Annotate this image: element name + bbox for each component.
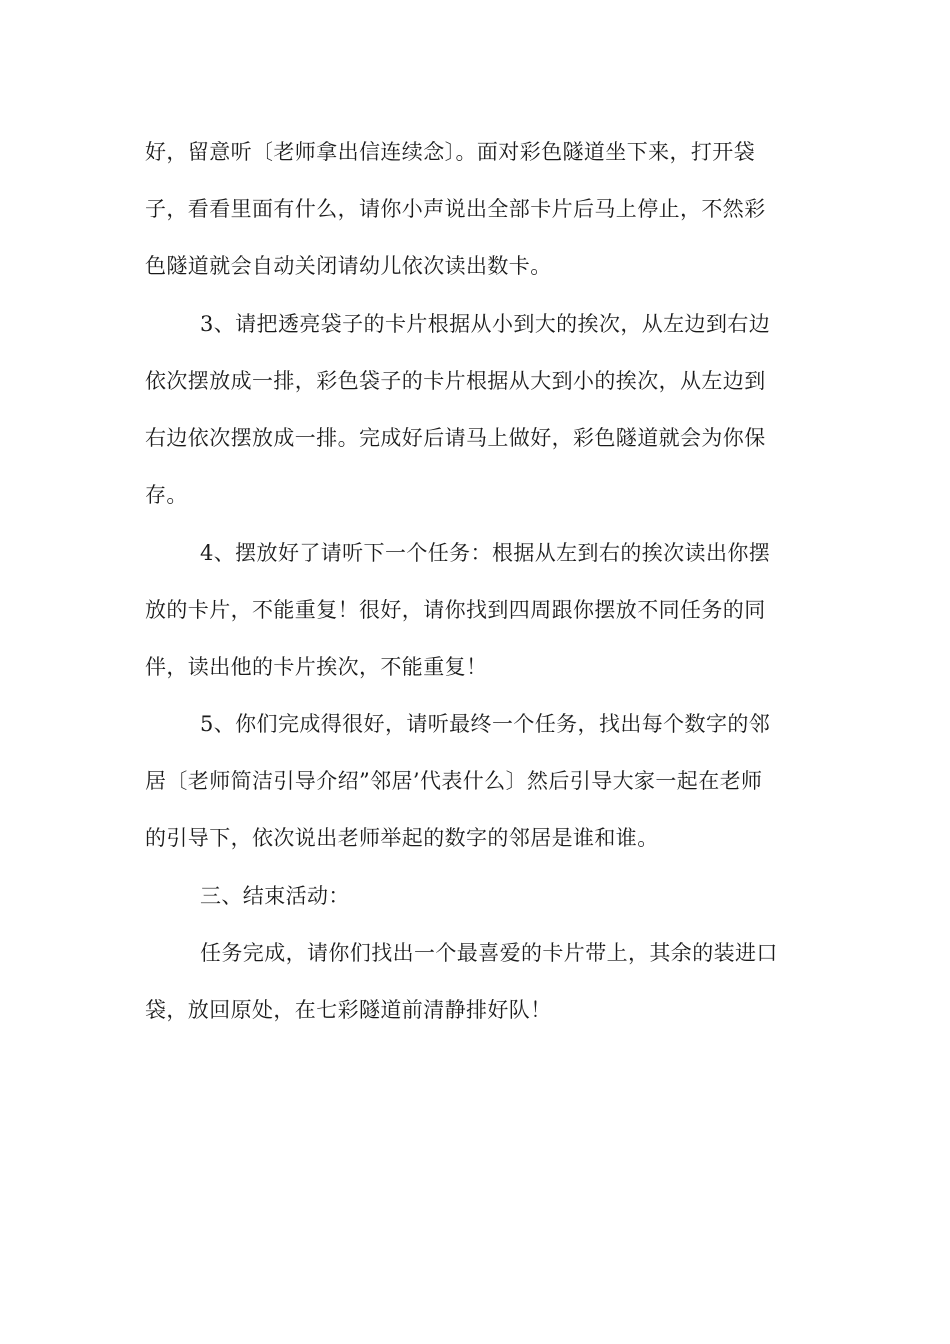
paragraph-5-start: 5、你们完成得很好，请听最终一个任务，找出每个数字的邻 (200, 712, 771, 736)
text-line: 依次摆放成一排，彩色袋子的卡片根据从大到小的挨次，从左边到 (145, 369, 766, 393)
paragraph-3-start: 3、请把透亮袋子的卡片根据从小到大的挨次，从左边到右边 (200, 312, 771, 336)
section-heading: 三、结束活动： (200, 884, 350, 908)
text-line: 好，留意听〔老师拿出信连续念〕。面对彩色隧道坐下来，打开袋 (145, 140, 756, 164)
text-line: 居〔老师简洁引导介绍”邻居’代表什么〕然后引导大家一起在老师 (145, 769, 763, 793)
text-line: 的引导下，依次说出老师举起的数字的邻居是谁和谁。 (145, 826, 659, 850)
text-line: 右边依次摆放成一排。完成好后请马上做好，彩色隧道就会为你保 (145, 426, 766, 450)
text-line: 色隧道就会自动关闭请幼儿依次读出数卡。 (145, 254, 552, 278)
paragraph-4-start: 4、摆放好了请听下一个任务：根据从左到右的挨次读出你摆 (200, 541, 771, 565)
text-line: 袋，放回原处，在七彩隧道前清静排好队！ (145, 998, 552, 1022)
paragraph-final-start: 任务完成，请你们找出一个最喜爱的卡片带上，其余的装进口 (200, 941, 778, 965)
text-line: 放的卡片，不能重复！很好，请你找到四周跟你摆放不同任务的同 (145, 598, 766, 622)
text-line: 伴，读出他的卡片挨次，不能重复！ (145, 655, 488, 679)
text-line: 子，看看里面有什么，请你小声说出全部卡片后马上停止，不然彩 (145, 197, 766, 221)
text-line: 存。 (145, 483, 188, 507)
